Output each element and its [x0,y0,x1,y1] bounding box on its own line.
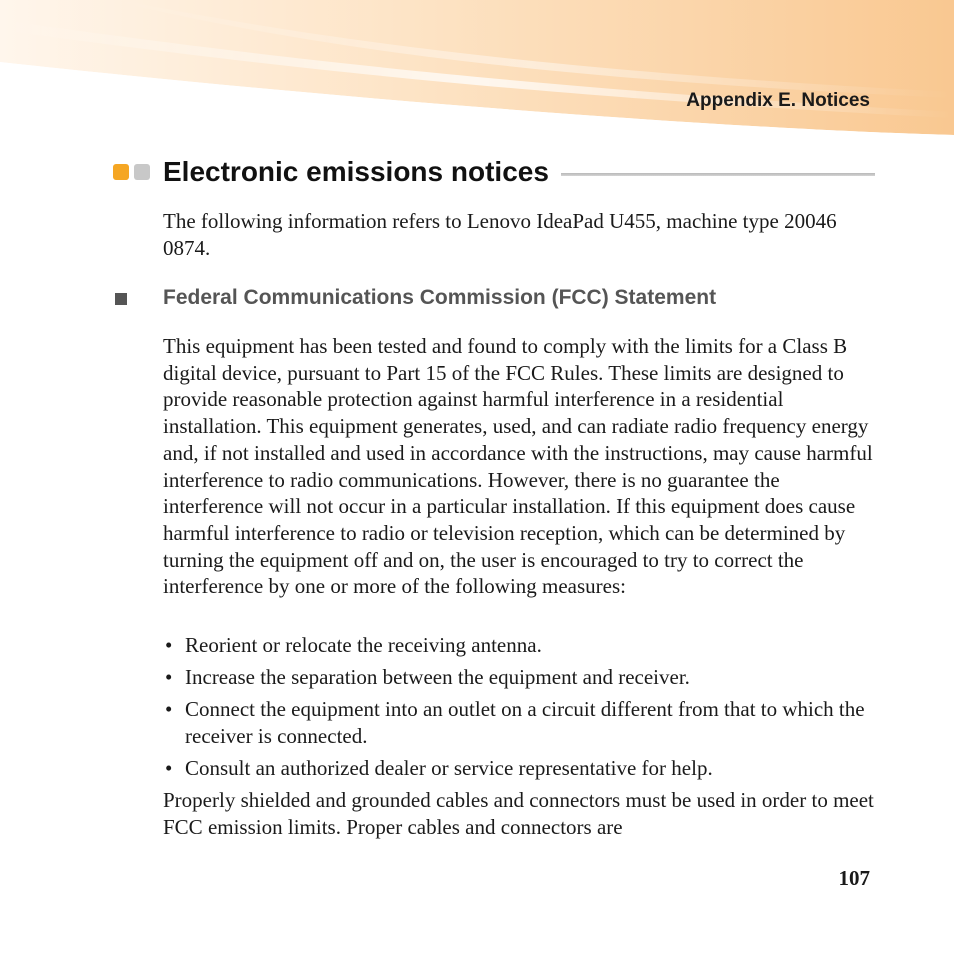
intro-paragraph: The following information refers to Lenovo IdeaPad U455, machine type 20046 0874. [163,209,837,260]
section-title: Electronic emissions notices [163,156,549,187]
bullet-dot-icon: • [165,755,173,780]
subsection-heading [115,286,875,310]
list-item [163,755,878,782]
measures-list [163,632,878,787]
header-swoosh-graphic [0,0,954,140]
title-rule [561,173,875,176]
header-decorative-band [0,0,954,140]
closing-paragraph: Properly shielded and grounded cables and connectors must be used in order to meet FCC emission limits. Proper cables and connectors are [163,788,874,839]
fcc-statement-paragraph: This equipment has been tested and found to comply with the limits for a Class B digital device, pursuant to Part 15 of the FCC Rules. These limits are designed to provide reasonable protection against harmful interference in a residential installation. This equipment generates, used, and can radiate radio frequency energy and, if not installed and used in accordance with the instructions, may cause harmful interference to radio communications. However, there is no guarantee the interference will not occur in a particular installation. If this equipment does cause harmful interference to radio or television reception, which can be determined by turning the equipment off and on, the user is encouraged to try to correct the interference by one or more of the following measures: [163,334,873,599]
section-heading [113,152,875,192]
list-item [163,664,878,691]
list-item [163,632,878,659]
subsection-title: Federal Communications Commission (FCC) Statement [163,286,717,309]
list-item-text: Consult an authorized dealer or service representative for help. [185,755,713,780]
list-item-text: Reorient or relocate the receiving antenna. [185,633,542,657]
page-number: 107 [838,866,870,890]
list-item [163,696,878,749]
square-bullet-icon [115,293,127,305]
chapter-title: Appendix E. Notices [686,90,870,111]
grey-square-icon [134,164,150,180]
list-item-text: Connect the equipment into an outlet on a circuit different from that to which the receiver is connected. [185,697,865,748]
bullet-dot-icon: • [165,665,173,689]
orange-square-icon [113,164,129,180]
bullet-dot-icon: • [165,633,173,657]
bullet-dot-icon: • [165,697,173,721]
list-item-text: Increase the separation between the equipment and receiver. [185,665,690,689]
